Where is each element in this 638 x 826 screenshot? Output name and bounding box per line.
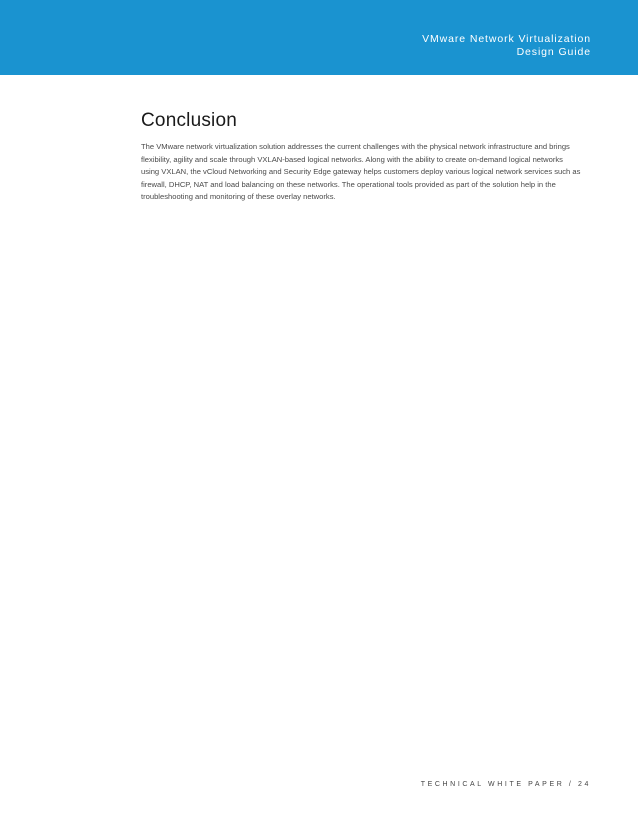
header-banner [0,0,638,75]
document-title-line-2: Design Guide [516,45,591,58]
document-title-line-1: VMware Network Virtualization [422,33,591,45]
section-heading: Conclusion [141,110,237,131]
document-title [422,33,591,58]
page-footer: TECHNICAL WHITE PAPER / 24 [420,781,591,788]
conclusion-paragraph: The VMware network virtualization solution addresses the current challenges with the physical network infrastructure and brings flexibility, agility and scale through VXLAN-based logical networks. Along with the ability to create on-demand logical networks using VXLAN, the vCloud Networking and Security Edge gateway helps customers deploy various logical network services such as firewall, DHCP, NAT and load balancing on these networks. The operational tools provided as part of the solution help in the troubleshooting and monitoring of these overlay networks. [141,142,581,201]
